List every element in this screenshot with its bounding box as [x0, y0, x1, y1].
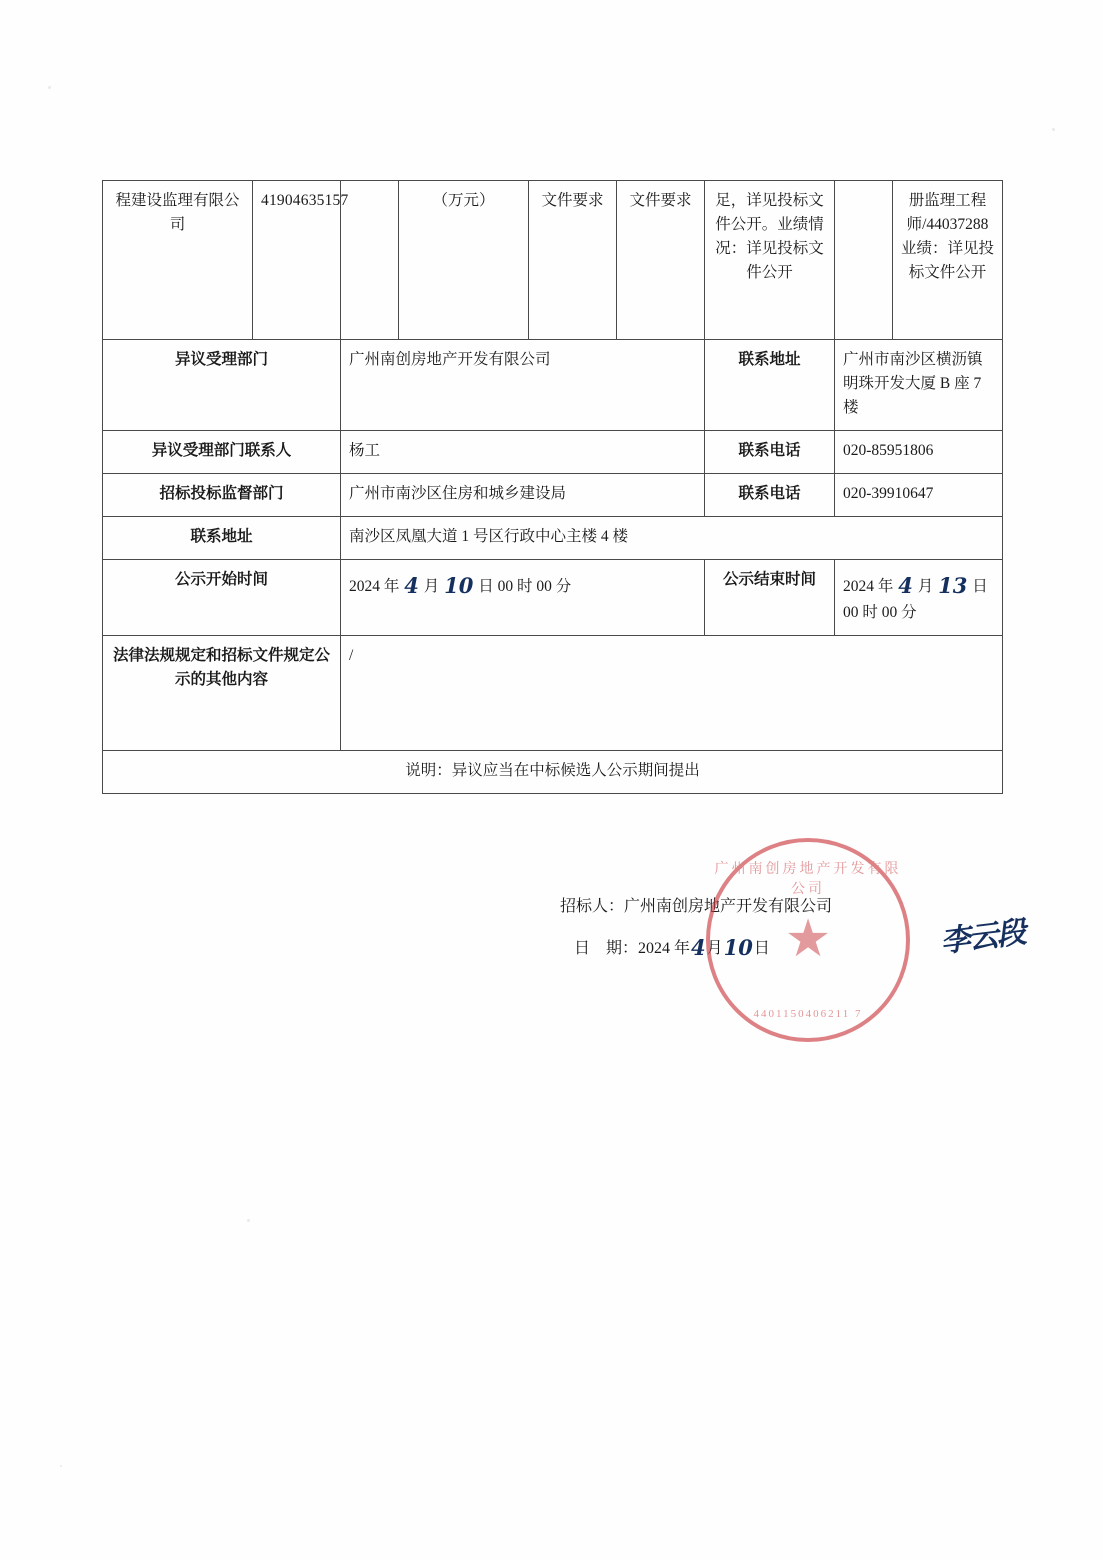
label-contact-phone-1: 联系电话	[705, 431, 835, 474]
date-suffix: 日	[753, 939, 770, 957]
end-month-handwritten: 4	[898, 573, 913, 599]
start-day-handwritten: 10	[444, 573, 474, 599]
date-day-handwritten: 10	[723, 934, 753, 960]
label-start-time: 公示开始时间	[103, 560, 341, 636]
table-row-continued	[103, 181, 1003, 340]
end-day-handwritten: 13	[938, 573, 968, 599]
seal-top-text: 广州南创房地产开发有限公司	[714, 862, 902, 897]
start-month-handwritten: 4	[404, 573, 419, 599]
date-label: 日 期：	[574, 939, 639, 957]
cell-doc-req-1: 文件要求	[529, 181, 617, 340]
table-row-publicity-time	[103, 560, 1003, 636]
table-row-supervision-dept	[103, 474, 1003, 517]
cell-company: 程建设监理有限公司	[103, 181, 253, 340]
end-time-prefix: 2024 年	[843, 578, 894, 596]
cell-empty-1	[341, 181, 399, 340]
value-objection-contact: 杨工	[341, 431, 705, 474]
label-objection-contact: 异议受理部门联系人	[103, 431, 341, 474]
table-row-note	[103, 750, 1003, 793]
start-month-suffix: 月	[423, 578, 440, 596]
date-prefix: 2024 年	[638, 939, 691, 957]
value-contact-phone-1: 020-85951806	[835, 431, 1003, 474]
cell-code: 41904635157	[253, 181, 341, 340]
tenderer-label: 招标人：	[560, 898, 625, 915]
label-other-content: 法律法规规定和招标文件规定公示的其他内容	[103, 635, 341, 750]
table-row-other-content	[103, 635, 1003, 750]
start-time-prefix: 2024 年	[349, 578, 400, 596]
end-time-suffix: 日 00 时 00 分	[843, 578, 988, 621]
date-month-handwritten: 4	[691, 934, 706, 960]
cell-empty-2	[835, 181, 893, 340]
table-row-objection-dept	[103, 340, 1003, 431]
signature-line-tenderer	[560, 890, 832, 924]
label-supervision-dept: 招标投标监督部门	[103, 474, 341, 517]
table-row-address	[103, 517, 1003, 560]
note-text: 说明：异议应当在中标候选人公示期间提出	[103, 750, 1003, 793]
tenderer-value: 广州南创房地产开发有限公司	[624, 898, 833, 915]
signature-line-date	[560, 924, 832, 968]
start-time-suffix: 日 00 时 00 分	[478, 578, 572, 596]
seal-bottom-text: 4401150406211 7	[753, 1008, 863, 1020]
cell-registered-engineer: 册监理工程师/44037288业绩：详见投标文件公开	[893, 181, 1003, 340]
star-icon: ★	[784, 911, 832, 968]
value-start-time	[341, 560, 705, 636]
cell-performance: 足，详见投标文件公开。业绩情况：详见投标文件公开	[705, 181, 835, 340]
value-contact-address-1: 广州市南沙区横沥镇明珠开发大厦 B 座 7 楼	[835, 340, 1003, 431]
value-objection-dept: 广州南创房地产开发有限公司	[341, 340, 705, 431]
label-contact-address-2: 联系地址	[103, 517, 341, 560]
cell-amount-unit: （万元）	[399, 181, 529, 340]
announcement-table	[102, 180, 1003, 794]
label-contact-address-1: 联系地址	[705, 340, 835, 431]
label-objection-dept: 异议受理部门	[103, 340, 341, 431]
date-month-suffix: 月	[706, 939, 723, 957]
label-end-time: 公示结束时间	[705, 560, 835, 636]
value-contact-address-2: 南沙区凤凰大道 1 号区行政中心主楼 4 楼	[341, 517, 1003, 560]
table-row-objection-contact	[103, 431, 1003, 474]
signature-block	[560, 890, 832, 968]
value-other-content: /	[341, 635, 1003, 750]
value-supervision-dept: 广州市南沙区住房和城乡建设局	[341, 474, 705, 517]
end-month-suffix: 月	[917, 578, 934, 596]
handwritten-signature: 李云段	[938, 914, 1027, 960]
value-end-time	[835, 560, 1003, 636]
value-contact-phone-2: 020-39910647	[835, 474, 1003, 517]
cell-doc-req-2: 文件要求	[617, 181, 705, 340]
label-contact-phone-2: 联系电话	[705, 474, 835, 517]
